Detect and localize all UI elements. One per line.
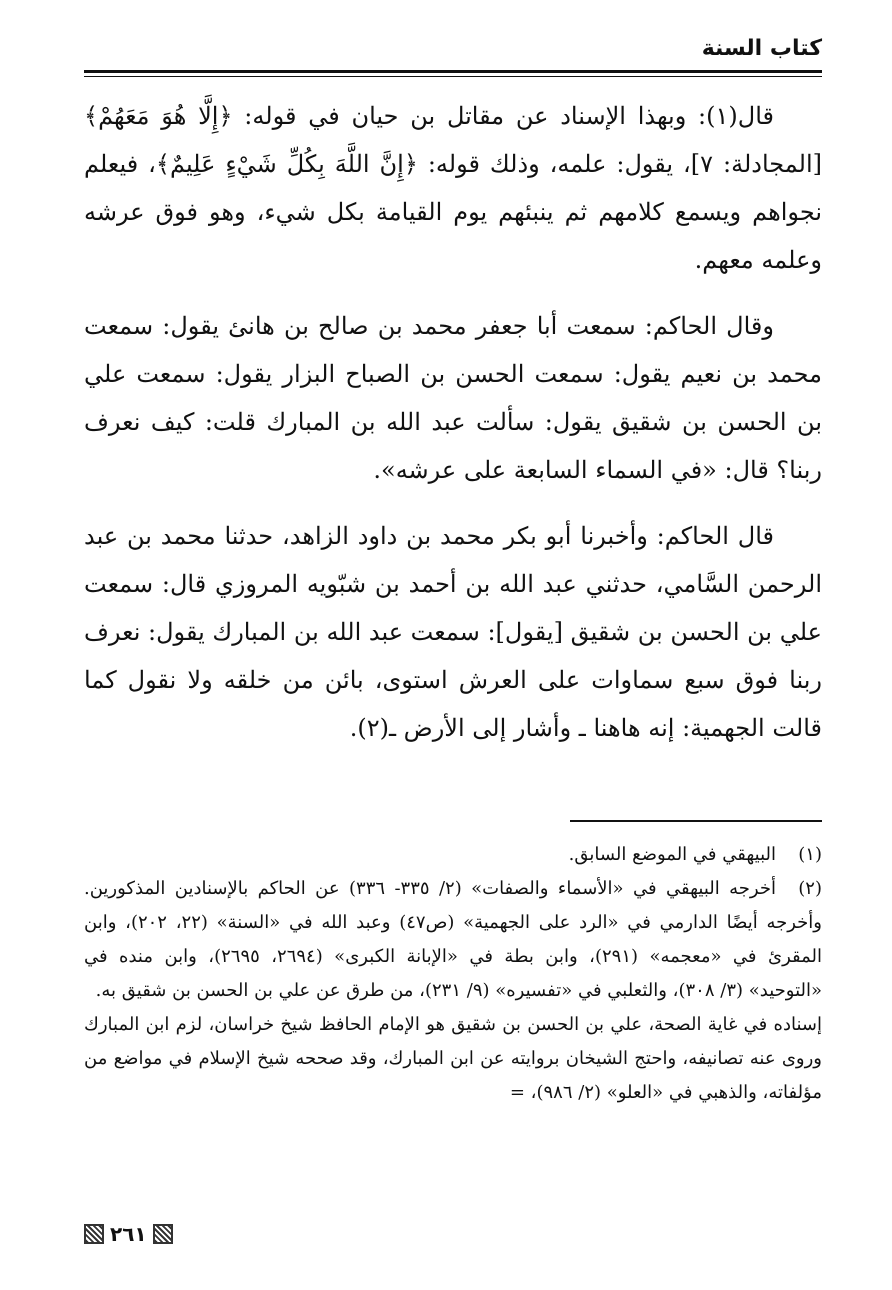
continuation-mark: =	[509, 1082, 525, 1103]
running-header-title: كتاب السنة	[701, 36, 822, 61]
paragraph-3: قال الحاكم: وأخبرنا أبو بكر محمد بن داود الزاهد، حدثنا محمد بن عبد الرحمن السَّامي، حدثني عبد الله بن أحمد بن شبّويه المروزي قال: سمعت علي بن الحسن بن شقيق [يقول]: سمعت عبد الله بن المبارك يقول: نعرف ربنا فوق سبع سماوات على العرش استوى، بائن من خلقه ولا نقول كما قالت الجهمية: إنه هاهنا ـ وأشار إلى الأرض ـ(٢).	[84, 522, 822, 742]
footnote-separator	[570, 820, 822, 822]
footnote-1-text: البيهقي في الموضع السابق.	[568, 844, 776, 865]
footnotes	[84, 838, 822, 1110]
footnote-2	[84, 872, 822, 1008]
footnote-2-continuation-text: إسناده في غاية الصحة، علي بن الحسن بن شقيق هو الإمام الحافظ شيخ خراسان، لزم ابن المبارك وروى عنه تصانيفه، واحتج الشيخان بروايته عن ابن المبارك، وقد صححه شيخ الإسلام في مواضع من مؤلفاته، والذهبي في «العلو» (٢/ ٩٨٦)،	[84, 1014, 822, 1103]
paragraph-1: قال(١): وبهذا الإسناد عن مقاتل بن حيان في قوله: ﴿إِلَّا هُوَ مَعَهُمْ﴾ [المجادلة: ٧]، يقول: علمه، وذلك قوله: ﴿إِنَّ اللَّهَ بِكُلِّ شَيْءٍ عَلِيمٌ﴾، فيعلم نجواهم ويسمع كلامهم ثم ينبئهم يوم القيامة بكل شيء، وهو فوق عرشه وعلمه معهم.	[84, 102, 823, 274]
paragraph-2: وقال الحاكم: سمعت أبا جعفر محمد بن صالح بن هانئ يقول: سمعت محمد بن نعيم يقول: سمعت الحسن بن الصباح البزار يقول: سمعت علي بن الحسن بن شقيق يقول: سألت عبد الله بن المبارك قلت: كيف نعرف ربنا؟ قال: «في السماء السابعة على عرشه».	[84, 312, 822, 484]
header-rule-thin	[84, 76, 822, 77]
footnote-2-continuation	[84, 1008, 822, 1110]
ornament-left-icon	[84, 1224, 104, 1244]
page-number-block	[84, 1222, 173, 1246]
ornament-right-icon	[153, 1224, 173, 1244]
page-number: ٢٦١	[110, 1222, 147, 1246]
footnote-2-text: أخرجه البيهقي في «الأسماء والصفات» (٢/ ٣٣٥- ٣٣٦) عن الحاكم بالإسنادين المذكورين. وأخرجه أيضًا الدارمي في «الرد على الجهمية» (ص٤٧) وعبد الله في «السنة» (٢٢، ٢٠٢)، وابن المقرئ في «معجمه» (٢٩١)، وابن بطة في «الإبانة الكبرى» (٢٦٩٤، ٢٦٩٥)، وابن منده في «التوحيد» (٣/ ٣٠٨)، والثعلبي في «تفسيره» (٩/ ٢٣١)، من طرق عن علي بن الحسن بن شقيق به.	[84, 878, 822, 1001]
main-text	[84, 92, 822, 752]
header-rule-thick	[84, 70, 822, 73]
footnote-1-number: (١)	[798, 844, 822, 865]
footnote-2-number: (٢)	[798, 878, 822, 899]
footnote-1	[84, 838, 822, 872]
